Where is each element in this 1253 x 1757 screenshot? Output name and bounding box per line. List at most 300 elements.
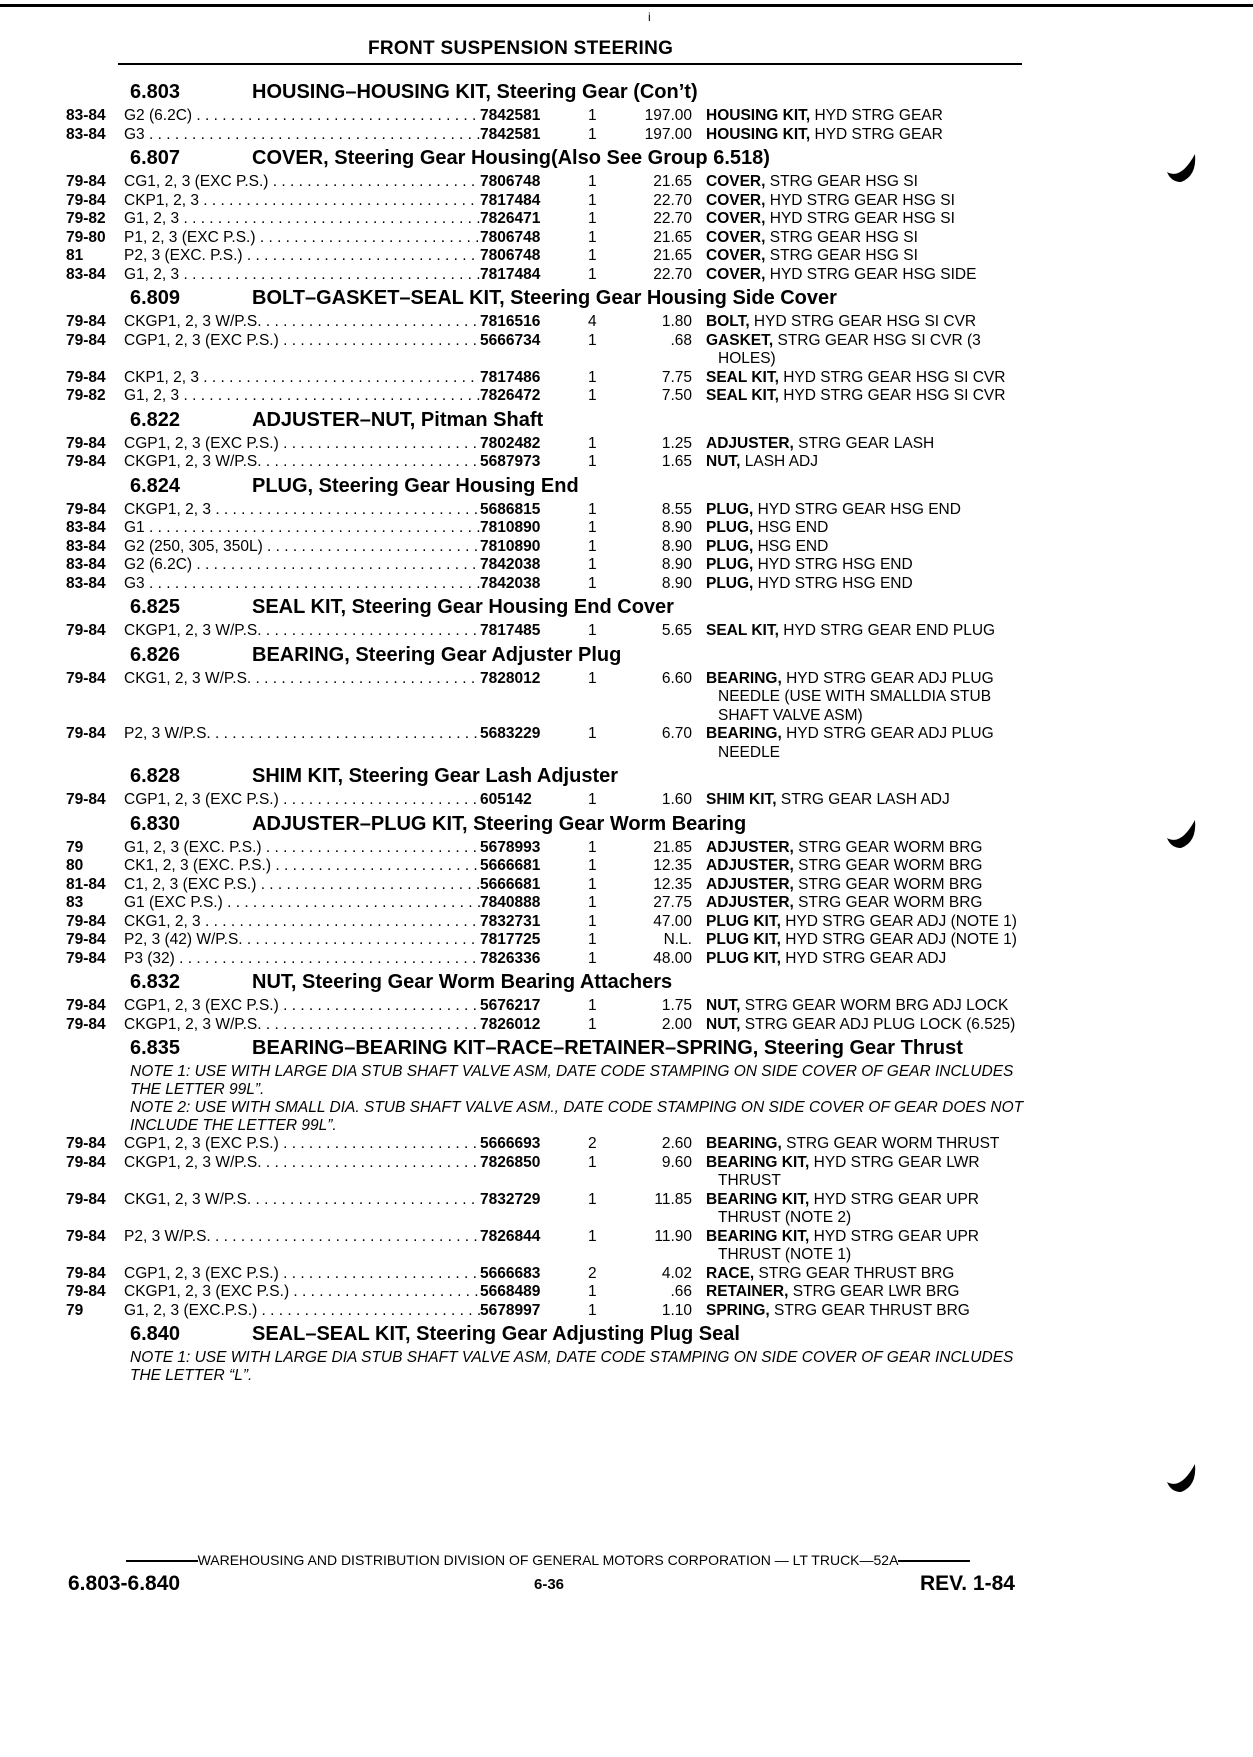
section-title — [66, 1322, 1026, 1346]
quantity: 1 — [588, 1015, 597, 1033]
price: 8.55 — [661, 500, 692, 518]
application: P2, 3 W/P.S. . . . — [124, 725, 480, 744]
application: CKG1, 2, 3 W/P.S. . . . — [124, 670, 480, 689]
part-number: 7817484 — [480, 191, 541, 209]
part-name: ADJUSTER, — [706, 875, 794, 893]
section-title — [66, 764, 1026, 788]
year-range: 79-84 — [66, 622, 106, 639]
part-number: 7806748 — [480, 173, 541, 190]
part-number: 5678997 — [480, 1301, 541, 1319]
year-range: 79-82 — [66, 387, 106, 404]
section-name: BEARING–BEARING KIT–RACE–RETAINER–SPRING, Steering Gear Thrust — [252, 1037, 963, 1059]
part-row — [66, 575, 1026, 594]
part-number: 7826336 — [480, 949, 541, 967]
year-range: 79-84 — [66, 931, 106, 948]
part-number: 7828012 — [480, 669, 541, 687]
year-range: 83-84 — [66, 519, 106, 536]
part-row — [66, 894, 1026, 913]
quantity: 1 — [588, 1283, 597, 1300]
application: CGP1, 2, 3 (EXC P.S.) . . . — [124, 332, 480, 351]
part-detail: STRG GEAR LASH ADJ — [776, 791, 950, 808]
part-detail: HYD STRG GEAR — [810, 107, 943, 124]
part-number: 5666681 — [480, 857, 541, 874]
part-number: 7842038 — [480, 574, 541, 592]
part-description — [706, 173, 1026, 192]
section-number: 6.826 — [130, 643, 181, 666]
part-number: 5683229 — [480, 725, 541, 742]
price: 21.65 — [653, 247, 692, 264]
price: 47.00 — [653, 912, 692, 930]
spacer — [588, 1172, 622, 1191]
price: 12.35 — [653, 875, 692, 893]
spacer — [480, 350, 588, 369]
part-detail: STRG GEAR THRUST BRG — [754, 1264, 955, 1282]
section-title — [66, 1036, 1026, 1060]
part-name: NUT, — [706, 997, 741, 1014]
part-description — [706, 913, 1026, 932]
section-name: BEARING, Steering Gear Adjuster Plug — [252, 643, 622, 666]
part-detail: STRG GEAR WORM BRG — [793, 875, 983, 893]
quantity: 1 — [588, 894, 597, 911]
year-range: 83 — [66, 894, 84, 911]
part-name: ADJUSTER, — [706, 894, 794, 911]
part-description — [706, 1154, 1026, 1173]
part-row-continued — [66, 1209, 1026, 1228]
price: 6.70 — [661, 725, 692, 742]
part-name: COVER, — [706, 228, 766, 246]
part-detail: HYD STRG GEAR ADJ PLUG — [781, 725, 994, 742]
section-number: 6.825 — [130, 596, 181, 618]
footer-rule-left — [126, 1560, 198, 1562]
part-description — [706, 997, 1026, 1016]
application: G1, 2, 3 . . . — [124, 387, 480, 406]
part-name: BOLT, — [706, 313, 750, 330]
spacer — [66, 744, 124, 763]
quantity: 1 — [588, 537, 597, 555]
part-number: 7826471 — [480, 210, 541, 227]
part-row — [66, 950, 1026, 969]
description-continued: HOLES) — [718, 350, 776, 367]
part-row — [66, 1154, 1026, 1173]
part-row-continued — [66, 744, 1026, 763]
application: CKGP1, 2, 3 W/P.S. . . . — [124, 1154, 480, 1173]
part-detail: STRG GEAR HSG SI — [765, 173, 918, 190]
price: 11.85 — [654, 1190, 692, 1208]
quantity: 1 — [588, 1153, 597, 1171]
section-note: NOTE 1: USE WITH LARGE DIA STUB SHAFT VALVE ASM, DATE CODE STAMPING ON SIDE COVER OF GEAR INCLUDES THE LETTER 99L”. — [130, 1063, 1014, 1098]
quantity: 1 — [588, 519, 597, 536]
part-number: 5686815 — [480, 500, 541, 518]
part-number: 7826012 — [480, 1015, 541, 1033]
part-number: 7842581 — [480, 125, 541, 143]
spacer — [588, 707, 622, 726]
section-number: 6.824 — [130, 474, 181, 497]
part-detail: HYD STRG GEAR HSG SI — [765, 210, 955, 227]
quantity: 1 — [588, 622, 597, 639]
quantity: 1 — [588, 791, 597, 808]
price: 21.85 — [653, 838, 692, 856]
year-range: 79-80 — [66, 228, 106, 246]
part-detail: HYD STRG GEAR ADJ PLUG — [781, 669, 994, 687]
application: G3 . . . — [124, 126, 480, 145]
price: 27.75 — [653, 894, 692, 911]
part-name: BEARING KIT, — [706, 1153, 810, 1171]
part-row-continued — [66, 688, 1026, 707]
quantity: 1 — [588, 125, 597, 143]
part-name: SHIM KIT, — [706, 791, 777, 808]
part-detail: STRG GEAR LASH — [793, 434, 935, 452]
part-number: 7817486 — [480, 368, 541, 386]
price: 1.65 — [661, 453, 692, 470]
part-name: COVER, — [706, 265, 766, 283]
application: CGP1, 2, 3 (EXC P.S.) . . . — [124, 1265, 480, 1284]
part-number: 7810890 — [480, 519, 541, 536]
year-range: 79-84 — [66, 1015, 106, 1033]
year-range: 79-84 — [66, 500, 106, 518]
application: CG1, 2, 3 (EXC P.S.) . . . — [124, 173, 480, 192]
part-description — [706, 1016, 1026, 1035]
part-row-continued — [66, 1246, 1026, 1265]
part-description — [706, 192, 1026, 211]
part-description — [706, 313, 1026, 332]
part-detail: HYD STRG HSG END — [753, 574, 913, 592]
part-detail: HYD STRG GEAR LWR — [809, 1153, 980, 1171]
quantity: 1 — [588, 500, 597, 518]
price: N.L. — [663, 931, 692, 948]
footer-rule-right — [898, 1560, 970, 1562]
part-row — [66, 313, 1026, 332]
year-range: 79-84 — [66, 949, 106, 967]
part-description — [706, 387, 1026, 406]
part-name: PLUG KIT, — [706, 912, 781, 930]
header-rule — [118, 63, 1022, 65]
section-number: 6.828 — [130, 765, 181, 787]
part-description — [706, 538, 1026, 557]
year-range: 83-84 — [66, 125, 106, 143]
binder-hole-mark — [1163, 1460, 1199, 1496]
year-range: 83-84 — [66, 265, 106, 283]
description-continued: THRUST (NOTE 2) — [718, 1209, 852, 1226]
part-name: ADJUSTER, — [706, 838, 794, 856]
quantity: 1 — [588, 247, 597, 264]
part-description — [706, 894, 1026, 913]
section-name: HOUSING–HOUSING KIT, Steering Gear (Con’t) — [252, 81, 698, 103]
part-row — [66, 435, 1026, 454]
part-detail: HYD STRG GEAR HSG SI CVR — [778, 387, 1006, 404]
year-range: 79 — [66, 1301, 84, 1319]
year-range: 79-84 — [66, 313, 106, 330]
part-row — [66, 453, 1026, 472]
price: 2.00 — [661, 1015, 692, 1033]
price: 1.10 — [661, 1301, 692, 1319]
quantity: 1 — [588, 434, 597, 452]
part-number: 7817484 — [480, 265, 541, 283]
part-number: 605142 — [480, 791, 532, 808]
price: 22.70 — [653, 191, 692, 209]
application: P2, 3 W/P.S. . . . — [124, 1228, 480, 1247]
application: CKG1, 2, 3 . . . — [124, 913, 480, 932]
quantity: 1 — [588, 387, 597, 404]
part-detail: LASH ADJ — [740, 453, 818, 470]
part-description — [706, 126, 1026, 145]
spacer — [66, 707, 124, 726]
section-number: 6.822 — [130, 408, 181, 431]
part-row — [66, 1228, 1026, 1247]
application: CGP1, 2, 3 (EXC P.S.) . . . — [124, 435, 480, 454]
part-name: NUT, — [706, 453, 741, 470]
part-description — [706, 791, 1026, 810]
description-continued: SHAFT VALVE ASM) — [718, 706, 863, 724]
part-row — [66, 725, 1026, 744]
year-range: 81 — [66, 247, 84, 264]
part-name: ADJUSTER, — [706, 434, 794, 452]
section-note: NOTE 1: USE WITH LARGE DIA STUB SHAFT VALVE ASM, DATE CODE STAMPING ON SIDE COVER OF GEAR INCLUDES THE LETTER “L”. — [130, 1349, 1014, 1384]
spacer — [480, 744, 588, 763]
price: 8.90 — [661, 519, 692, 536]
year-range: 79-84 — [66, 1227, 106, 1245]
part-row — [66, 369, 1026, 388]
section-title — [66, 970, 1026, 994]
description-continued: THRUST (NOTE 1) — [718, 1246, 852, 1263]
quantity: 1 — [588, 875, 597, 893]
part-name: SEAL KIT, — [706, 387, 779, 404]
part-detail: STRG GEAR WORM BRG — [793, 857, 983, 874]
part-name: COVER, — [706, 173, 766, 190]
application: G1 . . . — [124, 519, 480, 538]
spacer — [480, 1246, 588, 1265]
part-description — [706, 369, 1026, 388]
section-title — [66, 408, 1026, 432]
price: 8.90 — [661, 537, 692, 555]
spacer — [588, 1246, 622, 1265]
spacer — [480, 1209, 588, 1228]
part-detail: STRG GEAR WORM THRUST — [781, 1135, 1000, 1152]
section-name: SHIM KIT, Steering Gear Lash Adjuster — [252, 765, 619, 787]
part-detail: STRG GEAR HSG SI — [765, 247, 918, 264]
application: CKGP1, 2, 3 . . . — [124, 501, 480, 520]
section-name: SEAL–SEAL KIT, Steering Gear Adjusting Plug Seal — [252, 1323, 740, 1345]
part-name: PLUG, — [706, 574, 754, 592]
part-description — [706, 670, 1026, 689]
spacer — [622, 688, 706, 707]
application: G3 . . . — [124, 575, 480, 594]
part-name: PLUG, — [706, 519, 754, 536]
price: 7.75 — [661, 368, 692, 386]
quantity: 1 — [588, 838, 597, 856]
price: 2.60 — [661, 1135, 692, 1152]
spacer — [480, 707, 588, 726]
quantity: 1 — [588, 931, 597, 948]
revision: REV. 1-84 — [920, 1572, 1015, 1595]
part-number: 7817725 — [480, 931, 541, 948]
part-number: 5678993 — [480, 838, 541, 856]
part-description — [706, 519, 1026, 538]
price: 22.70 — [653, 265, 692, 283]
part-detail: HYD STRG GEAR ADJ (NOTE 1) — [780, 912, 1017, 930]
price: 1.80 — [661, 313, 692, 330]
spacer — [66, 350, 124, 369]
quantity: 2 — [588, 1135, 597, 1152]
price: 197.00 — [644, 107, 692, 124]
part-description — [706, 1265, 1026, 1284]
spacer — [66, 688, 124, 707]
part-row — [66, 622, 1026, 641]
part-detail: STRG GEAR HSG SI — [765, 228, 918, 246]
part-row — [66, 107, 1026, 126]
section-name: ADJUSTER–NUT, Pitman Shaft — [252, 408, 544, 431]
quantity: 1 — [588, 265, 597, 283]
part-description — [706, 857, 1026, 876]
part-detail: HSG END — [753, 519, 829, 536]
price: .66 — [670, 1283, 692, 1300]
tick-mark: i — [648, 10, 651, 24]
year-range: 81-84 — [66, 875, 106, 893]
year-range: 83-84 — [66, 107, 106, 124]
part-description — [706, 556, 1026, 575]
part-name: COVER, — [706, 210, 766, 227]
quantity: 1 — [588, 1301, 597, 1319]
section-number: 6.835 — [130, 1037, 181, 1059]
quantity: 1 — [588, 1227, 597, 1245]
part-row — [66, 126, 1026, 145]
part-detail: HYD STRG GEAR HSG SIDE — [765, 265, 977, 283]
part-number: 5666681 — [480, 875, 541, 893]
application: CGP1, 2, 3 (EXC P.S.) . . . — [124, 1135, 480, 1154]
part-detail: STRG GEAR THRUST BRG — [769, 1301, 970, 1319]
application: G1, 2, 3 (EXC.P.S.) . . . — [124, 1302, 480, 1321]
part-name: NUT, — [706, 1015, 741, 1033]
price: 22.70 — [653, 210, 692, 227]
part-name: PLUG, — [706, 500, 754, 518]
part-detail: HYD STRG GEAR ADJ (NOTE 1) — [780, 931, 1017, 948]
part-description — [706, 839, 1026, 858]
quantity: 1 — [588, 725, 597, 742]
part-row — [66, 791, 1026, 810]
part-detail: HYD STRG GEAR — [810, 125, 943, 143]
section-number: 6.832 — [130, 971, 181, 993]
part-row — [66, 538, 1026, 557]
application: CKGP1, 2, 3 W/P.S. . . . — [124, 622, 480, 641]
spacer — [66, 1172, 124, 1191]
section-name: COVER, Steering Gear Housing(Also See Group 6.518) — [252, 147, 770, 169]
part-description — [706, 1302, 1026, 1321]
part-name: BEARING, — [706, 669, 782, 687]
description-continued: NEEDLE (USE WITH SMALLDIA STUB — [718, 688, 992, 705]
application: C1, 2, 3 (EXC P.S.) . . . — [124, 876, 480, 895]
year-range: 79 — [66, 838, 84, 856]
price: 5.65 — [661, 622, 692, 639]
price: 1.25 — [661, 434, 692, 452]
part-name: GASKET, — [706, 331, 774, 349]
parts-listing — [66, 78, 1026, 1385]
section-title — [66, 812, 1026, 836]
year-range: 79-82 — [66, 210, 106, 227]
part-description — [706, 247, 1026, 266]
part-row-continued — [66, 1172, 1026, 1191]
part-description — [706, 501, 1026, 520]
part-number: 7826472 — [480, 387, 541, 404]
part-name: PLUG KIT, — [706, 931, 781, 948]
price: 9.60 — [661, 1153, 692, 1171]
quantity: 1 — [588, 368, 597, 386]
binder-hole-mark — [1163, 816, 1199, 852]
part-name: PLUG, — [706, 556, 754, 573]
part-number: 5676217 — [480, 997, 541, 1014]
application: CGP1, 2, 3 (EXC P.S.) . . . — [124, 997, 480, 1016]
application: G2 (6.2C) . . . — [124, 107, 480, 126]
part-description — [706, 266, 1026, 285]
year-range: 79-84 — [66, 368, 106, 386]
part-description — [706, 1283, 1026, 1302]
part-detail: HYD STRG GEAR HSG SI CVR — [778, 368, 1006, 386]
part-number: 7810890 — [480, 537, 541, 555]
section-title — [66, 643, 1026, 667]
year-range: 79-84 — [66, 791, 106, 808]
part-row — [66, 247, 1026, 266]
section-note: NOTE 2: USE WITH SMALL DIA. STUB SHAFT VALVE ASM., DATE CODE STAMPING ON SIDE COVER OF GEAR DOES NOT INCLUDE THE LETTER 99L”. — [130, 1099, 1024, 1134]
part-name: BEARING, — [706, 1135, 782, 1152]
part-number: 7832729 — [480, 1190, 541, 1208]
quantity: 2 — [588, 1264, 597, 1282]
price: 1.75 — [661, 997, 692, 1014]
application: G1 (EXC P.S.) . . . — [124, 894, 480, 913]
spacer — [588, 1209, 622, 1228]
year-range: 79-84 — [66, 331, 106, 349]
part-row — [66, 173, 1026, 192]
part-name: COVER, — [706, 247, 766, 264]
spacer — [622, 350, 706, 369]
part-description — [706, 1228, 1026, 1247]
part-detail: HYD STRG GEAR UPR — [809, 1227, 980, 1245]
part-name: SEAL KIT, — [706, 622, 779, 639]
part-detail: STRG GEAR HSG SI CVR (3 — [773, 331, 981, 349]
part-name: SEAL KIT, — [706, 368, 779, 386]
application: CKGP1, 2, 3 W/P.S. . . . — [124, 313, 480, 332]
part-description — [706, 725, 1026, 744]
part-description — [706, 229, 1026, 248]
application: G2 (6.2C) . . . — [124, 556, 480, 575]
year-range: 79-84 — [66, 1283, 106, 1300]
quantity: 1 — [588, 669, 597, 687]
part-name: ADJUSTER, — [706, 857, 794, 874]
spacer — [588, 350, 622, 369]
spacer — [588, 744, 622, 763]
quantity: 1 — [588, 556, 597, 573]
part-row — [66, 931, 1026, 950]
footer-division: WAREHOUSING AND DISTRIBUTION DIVISION OF GENERAL MOTORS CORPORATION — LT TRUCK—52A — [197, 1552, 899, 1568]
part-name: COVER, — [706, 191, 766, 209]
footer-line — [68, 1552, 1028, 1568]
application: P2, 3 (EXC. P.S.) . . . — [124, 247, 480, 266]
binder-hole-mark — [1163, 150, 1199, 186]
part-detail: STRG GEAR WORM BRG ADJ LOCK — [740, 997, 1009, 1014]
part-row — [66, 192, 1026, 211]
part-number: 5666693 — [480, 1135, 541, 1152]
part-row — [66, 839, 1026, 858]
spacer — [480, 688, 588, 707]
section-name: BOLT–GASKET–SEAL KIT, Steering Gear Housing Side Cover — [252, 287, 837, 309]
price: 11.90 — [654, 1227, 692, 1245]
quantity: 1 — [588, 210, 597, 227]
part-detail: HYD STRG GEAR HSG SI CVR — [749, 313, 977, 330]
year-range: 80 — [66, 857, 84, 874]
section-number: 6.840 — [130, 1323, 181, 1345]
part-row — [66, 997, 1026, 1016]
part-description — [706, 332, 1026, 351]
year-range: 79-84 — [66, 912, 106, 930]
part-detail: HYD STRG GEAR HSG SI — [765, 191, 955, 209]
part-row — [66, 1135, 1026, 1154]
